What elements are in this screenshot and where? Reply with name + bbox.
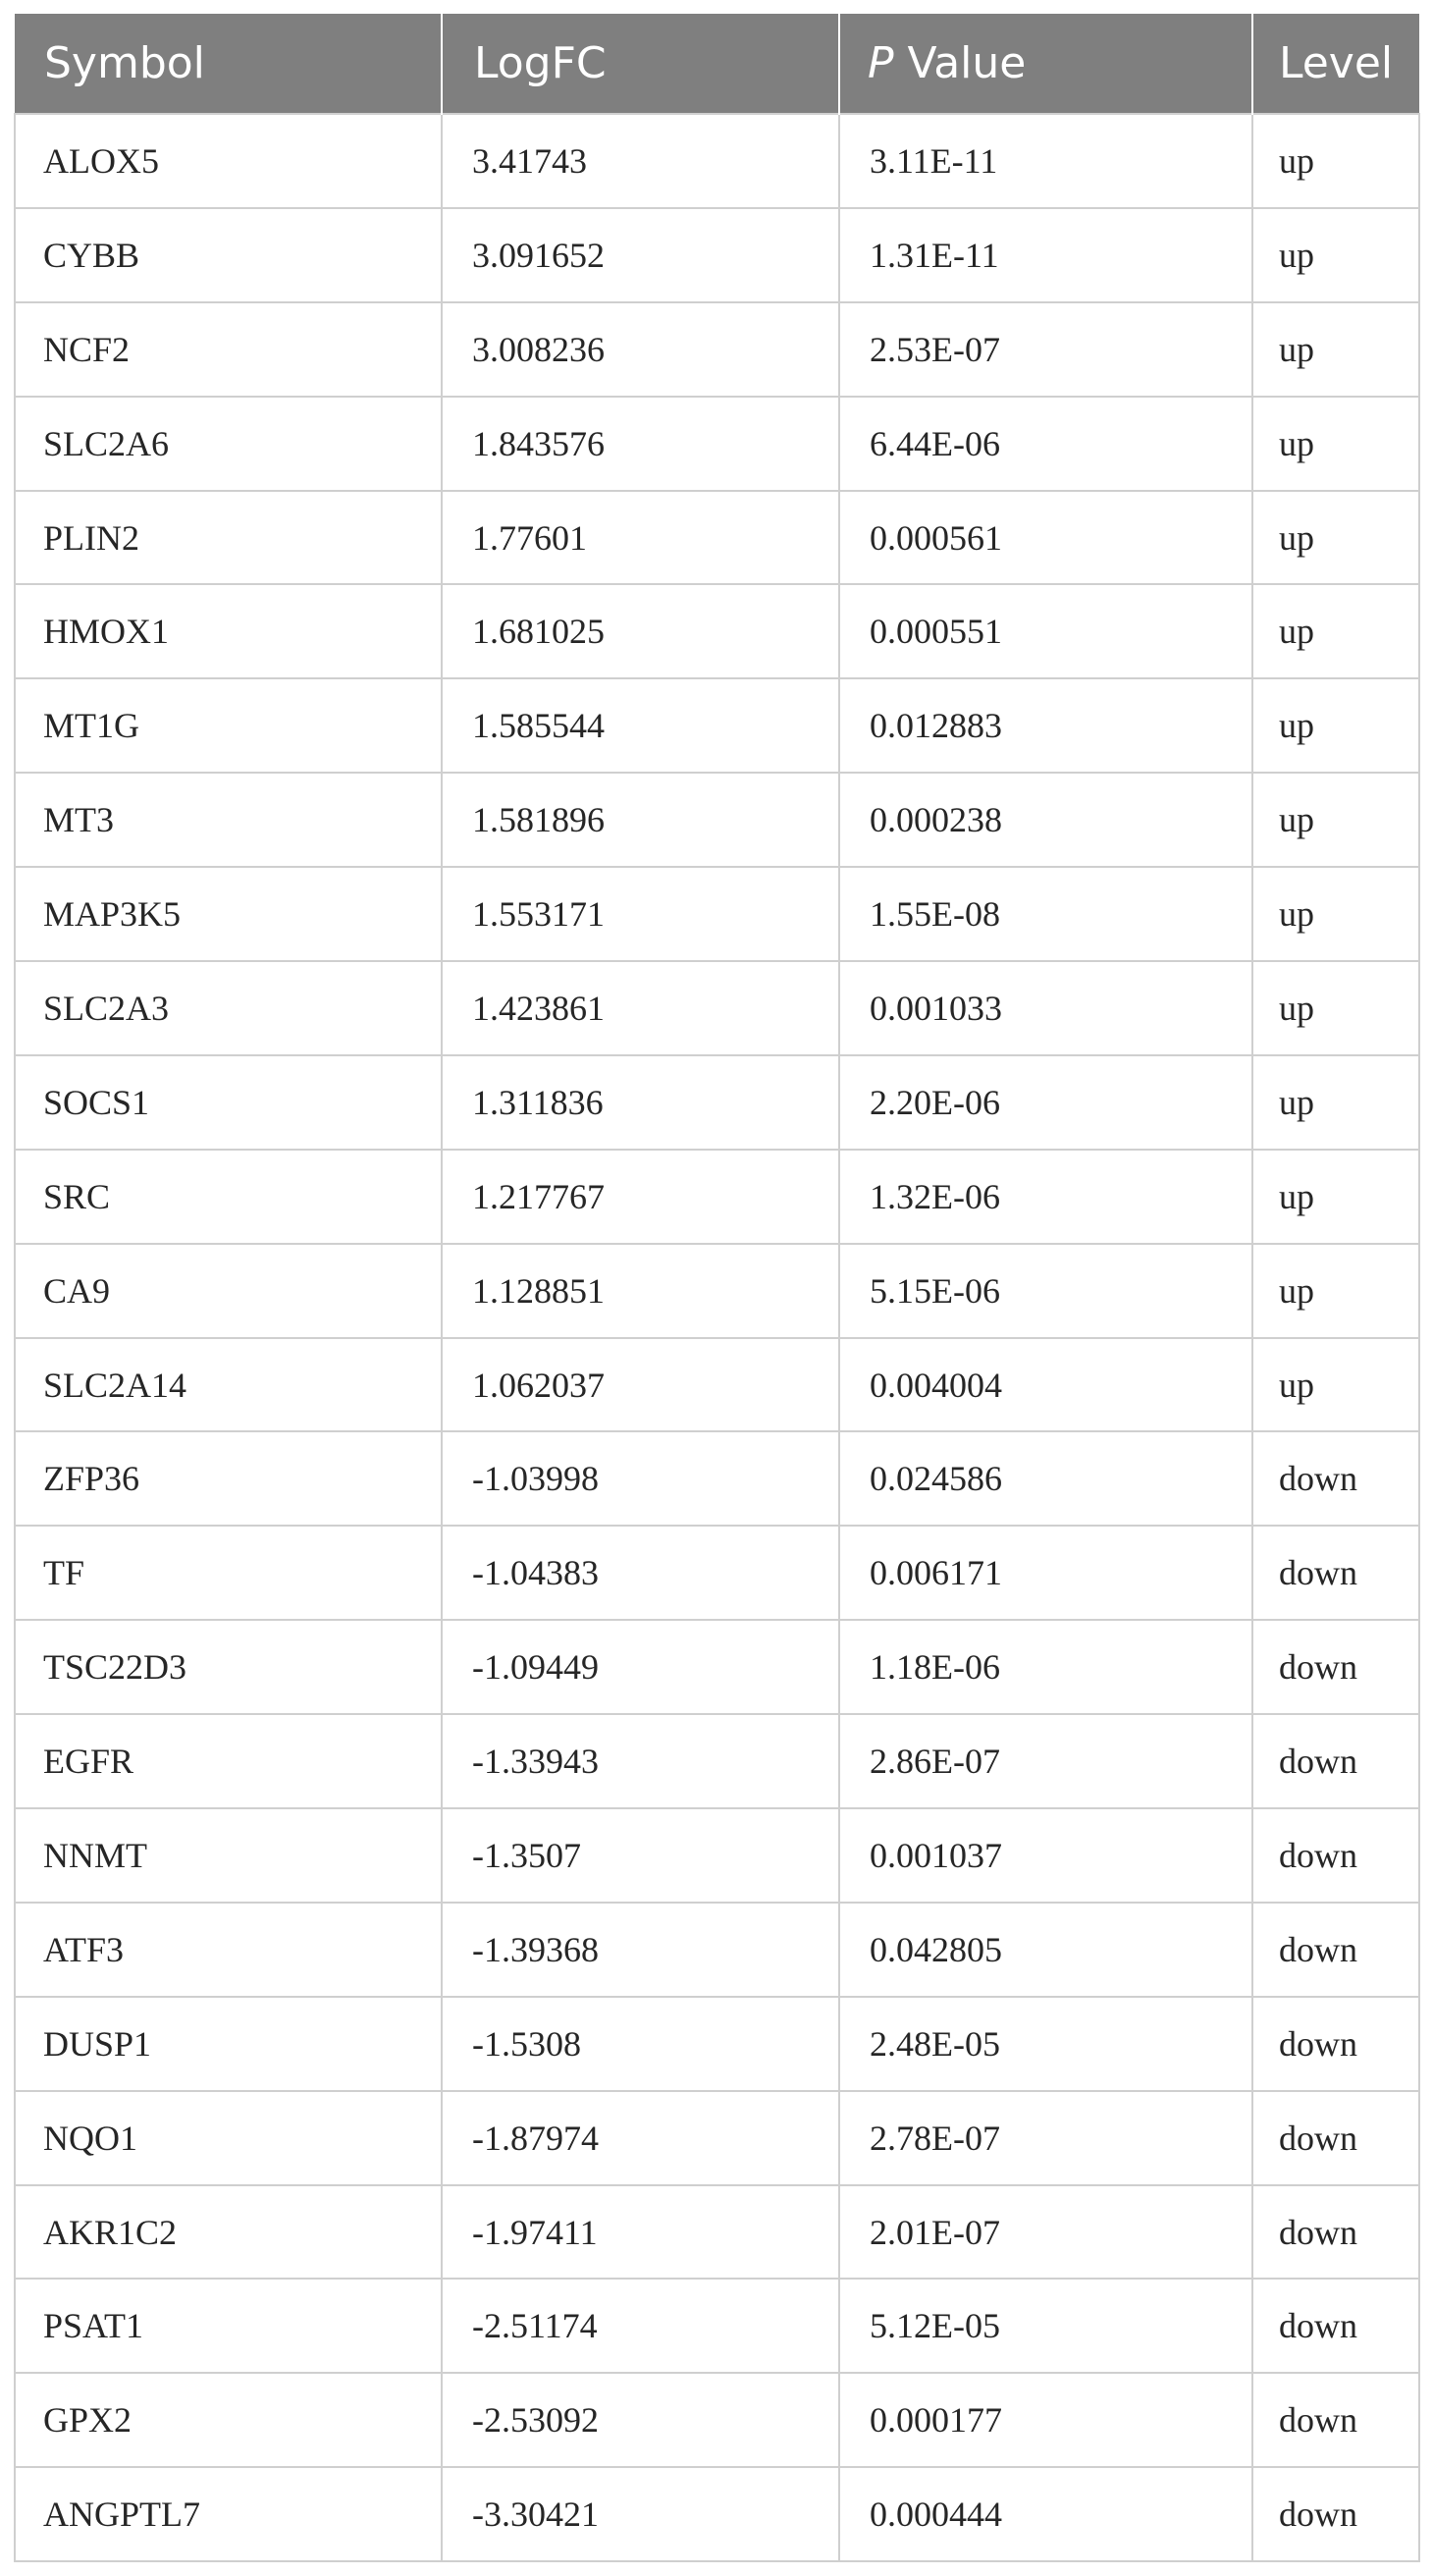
cell-p-value: 1.31E-11 bbox=[839, 208, 1252, 302]
cell-level: up bbox=[1252, 773, 1419, 867]
cell-logfc: 1.553171 bbox=[442, 867, 839, 961]
cell-logfc: -2.53092 bbox=[442, 2373, 839, 2467]
cell-level: down bbox=[1252, 2279, 1419, 2373]
cell-symbol: TF bbox=[15, 1526, 442, 1620]
table-row bbox=[15, 2091, 1419, 2185]
cell-level: up bbox=[1252, 961, 1419, 1055]
cell-level: down bbox=[1252, 1714, 1419, 1808]
table-row bbox=[15, 961, 1419, 1055]
cell-p-value: 2.53E-07 bbox=[839, 302, 1252, 397]
cell-p-value: 0.012883 bbox=[839, 678, 1252, 773]
cell-p-value: 0.000561 bbox=[839, 491, 1252, 585]
cell-p-value: 1.18E-06 bbox=[839, 1620, 1252, 1714]
cell-logfc: -1.03998 bbox=[442, 1431, 839, 1526]
cell-level: up bbox=[1252, 678, 1419, 773]
cell-logfc: 1.423861 bbox=[442, 961, 839, 1055]
cell-logfc: -1.3507 bbox=[442, 1808, 839, 1903]
cell-level: up bbox=[1252, 584, 1419, 678]
cell-p-value: 5.12E-05 bbox=[839, 2279, 1252, 2373]
cell-symbol: AKR1C2 bbox=[15, 2185, 442, 2280]
table-row bbox=[15, 867, 1419, 961]
cell-level: down bbox=[1252, 1808, 1419, 1903]
table-row bbox=[15, 678, 1419, 773]
cell-symbol: ANGPTL7 bbox=[15, 2467, 442, 2561]
cell-level: down bbox=[1252, 1997, 1419, 2091]
cell-level: down bbox=[1252, 1620, 1419, 1714]
cell-logfc: -1.04383 bbox=[442, 1526, 839, 1620]
table-row bbox=[15, 1903, 1419, 1997]
cell-level: down bbox=[1252, 2373, 1419, 2467]
cell-symbol: SOCS1 bbox=[15, 1055, 442, 1150]
table-row bbox=[15, 1997, 1419, 2091]
cell-logfc: 1.681025 bbox=[442, 584, 839, 678]
cell-logfc: -1.09449 bbox=[442, 1620, 839, 1714]
cell-logfc: -1.39368 bbox=[442, 1903, 839, 1997]
cell-symbol: ALOX5 bbox=[15, 114, 442, 208]
cell-logfc: 1.77601 bbox=[442, 491, 839, 585]
cell-symbol: SLC2A14 bbox=[15, 1338, 442, 1432]
cell-symbol: CYBB bbox=[15, 208, 442, 302]
cell-level: down bbox=[1252, 1431, 1419, 1526]
cell-p-value: 1.55E-08 bbox=[839, 867, 1252, 961]
header-logfc: LogFC bbox=[442, 14, 839, 114]
cell-symbol: GPX2 bbox=[15, 2373, 442, 2467]
cell-logfc: 3.091652 bbox=[442, 208, 839, 302]
cell-symbol: EGFR bbox=[15, 1714, 442, 1808]
cell-symbol: CA9 bbox=[15, 1244, 442, 1338]
cell-symbol: NCF2 bbox=[15, 302, 442, 397]
table-body bbox=[15, 114, 1419, 2561]
table-row bbox=[15, 2279, 1419, 2373]
header-symbol: Symbol bbox=[15, 14, 442, 114]
cell-level: up bbox=[1252, 1055, 1419, 1150]
cell-p-value: 0.006171 bbox=[839, 1526, 1252, 1620]
table-row bbox=[15, 2467, 1419, 2561]
cell-logfc: 1.217767 bbox=[442, 1150, 839, 1244]
cell-level: down bbox=[1252, 1526, 1419, 1620]
cell-symbol: MT1G bbox=[15, 678, 442, 773]
table-row bbox=[15, 1055, 1419, 1150]
table-row bbox=[15, 1620, 1419, 1714]
cell-logfc: -1.33943 bbox=[442, 1714, 839, 1808]
cell-p-value: 5.15E-06 bbox=[839, 1244, 1252, 1338]
cell-logfc: -1.87974 bbox=[442, 2091, 839, 2185]
table-row bbox=[15, 397, 1419, 491]
cell-p-value: 2.86E-07 bbox=[839, 1714, 1252, 1808]
cell-p-value: 1.32E-06 bbox=[839, 1150, 1252, 1244]
cell-logfc: 1.311836 bbox=[442, 1055, 839, 1150]
cell-p-value: 0.000444 bbox=[839, 2467, 1252, 2561]
header-p-italic: P bbox=[868, 38, 894, 88]
cell-logfc: 1.062037 bbox=[442, 1338, 839, 1432]
table-row bbox=[15, 208, 1419, 302]
table-row bbox=[15, 1431, 1419, 1526]
cell-p-value: 0.004004 bbox=[839, 1338, 1252, 1432]
cell-p-value: 0.000177 bbox=[839, 2373, 1252, 2467]
cell-symbol: PLIN2 bbox=[15, 491, 442, 585]
table-row bbox=[15, 1714, 1419, 1808]
cell-symbol: TSC22D3 bbox=[15, 1620, 442, 1714]
cell-p-value: 0.001033 bbox=[839, 961, 1252, 1055]
cell-p-value: 0.042805 bbox=[839, 1903, 1252, 1997]
cell-symbol: MT3 bbox=[15, 773, 442, 867]
table-row bbox=[15, 491, 1419, 585]
cell-p-value: 0.024586 bbox=[839, 1431, 1252, 1526]
cell-level: up bbox=[1252, 208, 1419, 302]
table-row bbox=[15, 1526, 1419, 1620]
table-row bbox=[15, 1808, 1419, 1903]
cell-p-value: 0.000238 bbox=[839, 773, 1252, 867]
cell-symbol: NQO1 bbox=[15, 2091, 442, 2185]
cell-symbol: PSAT1 bbox=[15, 2279, 442, 2373]
cell-level: up bbox=[1252, 867, 1419, 961]
cell-symbol: DUSP1 bbox=[15, 1997, 442, 2091]
cell-logfc: -3.30421 bbox=[442, 2467, 839, 2561]
table-row bbox=[15, 2373, 1419, 2467]
cell-level: down bbox=[1252, 2091, 1419, 2185]
cell-level: down bbox=[1252, 1903, 1419, 1997]
table-row bbox=[15, 584, 1419, 678]
table-row bbox=[15, 1244, 1419, 1338]
header-level: Level bbox=[1279, 38, 1394, 88]
header-p-value bbox=[839, 14, 1252, 114]
gene-table-container bbox=[14, 14, 1418, 2562]
cell-logfc: -2.51174 bbox=[442, 2279, 839, 2373]
cell-logfc: 1.128851 bbox=[442, 1244, 839, 1338]
cell-p-value: 6.44E-06 bbox=[839, 397, 1252, 491]
cell-logfc: 1.581896 bbox=[442, 773, 839, 867]
cell-symbol: ATF3 bbox=[15, 1903, 442, 1997]
cell-p-value: 3.11E-11 bbox=[839, 114, 1252, 208]
cell-level: up bbox=[1252, 114, 1419, 208]
table-row bbox=[15, 1150, 1419, 1244]
cell-p-value: 2.78E-07 bbox=[839, 2091, 1252, 2185]
cell-symbol: HMOX1 bbox=[15, 584, 442, 678]
table-row bbox=[15, 773, 1419, 867]
cell-level: up bbox=[1252, 1244, 1419, 1338]
cell-symbol: SLC2A6 bbox=[15, 397, 442, 491]
header-p-rest: Value bbox=[893, 38, 1027, 88]
table-row bbox=[15, 1338, 1419, 1432]
cell-p-value: 2.48E-05 bbox=[839, 1997, 1252, 2091]
cell-logfc: -1.97411 bbox=[442, 2185, 839, 2280]
cell-p-value: 0.001037 bbox=[839, 1808, 1252, 1903]
table-row bbox=[15, 2185, 1419, 2280]
cell-p-value: 0.000551 bbox=[839, 584, 1252, 678]
cell-level: up bbox=[1252, 1150, 1419, 1244]
cell-logfc: 1.585544 bbox=[442, 678, 839, 773]
cell-logfc: -1.5308 bbox=[442, 1997, 839, 2091]
cell-symbol: SLC2A3 bbox=[15, 961, 442, 1055]
cell-level: up bbox=[1252, 397, 1419, 491]
table-row bbox=[15, 302, 1419, 397]
table-header bbox=[15, 14, 1419, 114]
cell-p-value: 2.01E-07 bbox=[839, 2185, 1252, 2280]
cell-logfc: 1.843576 bbox=[442, 397, 839, 491]
cell-symbol: ZFP36 bbox=[15, 1431, 442, 1526]
cell-level: up bbox=[1252, 491, 1419, 585]
differential-expression-table bbox=[14, 14, 1420, 2562]
cell-symbol: NNMT bbox=[15, 1808, 442, 1903]
cell-level: down bbox=[1252, 2467, 1419, 2561]
cell-logfc: 3.008236 bbox=[442, 302, 839, 397]
cell-level: up bbox=[1252, 1338, 1419, 1432]
cell-symbol: SRC bbox=[15, 1150, 442, 1244]
cell-p-value: 2.20E-06 bbox=[839, 1055, 1252, 1150]
table-row bbox=[15, 114, 1419, 208]
header-row bbox=[15, 14, 1419, 114]
cell-symbol: MAP3K5 bbox=[15, 867, 442, 961]
cell-level: up bbox=[1252, 302, 1419, 397]
cell-logfc: 3.41743 bbox=[442, 114, 839, 208]
cell-level: down bbox=[1252, 2185, 1419, 2280]
